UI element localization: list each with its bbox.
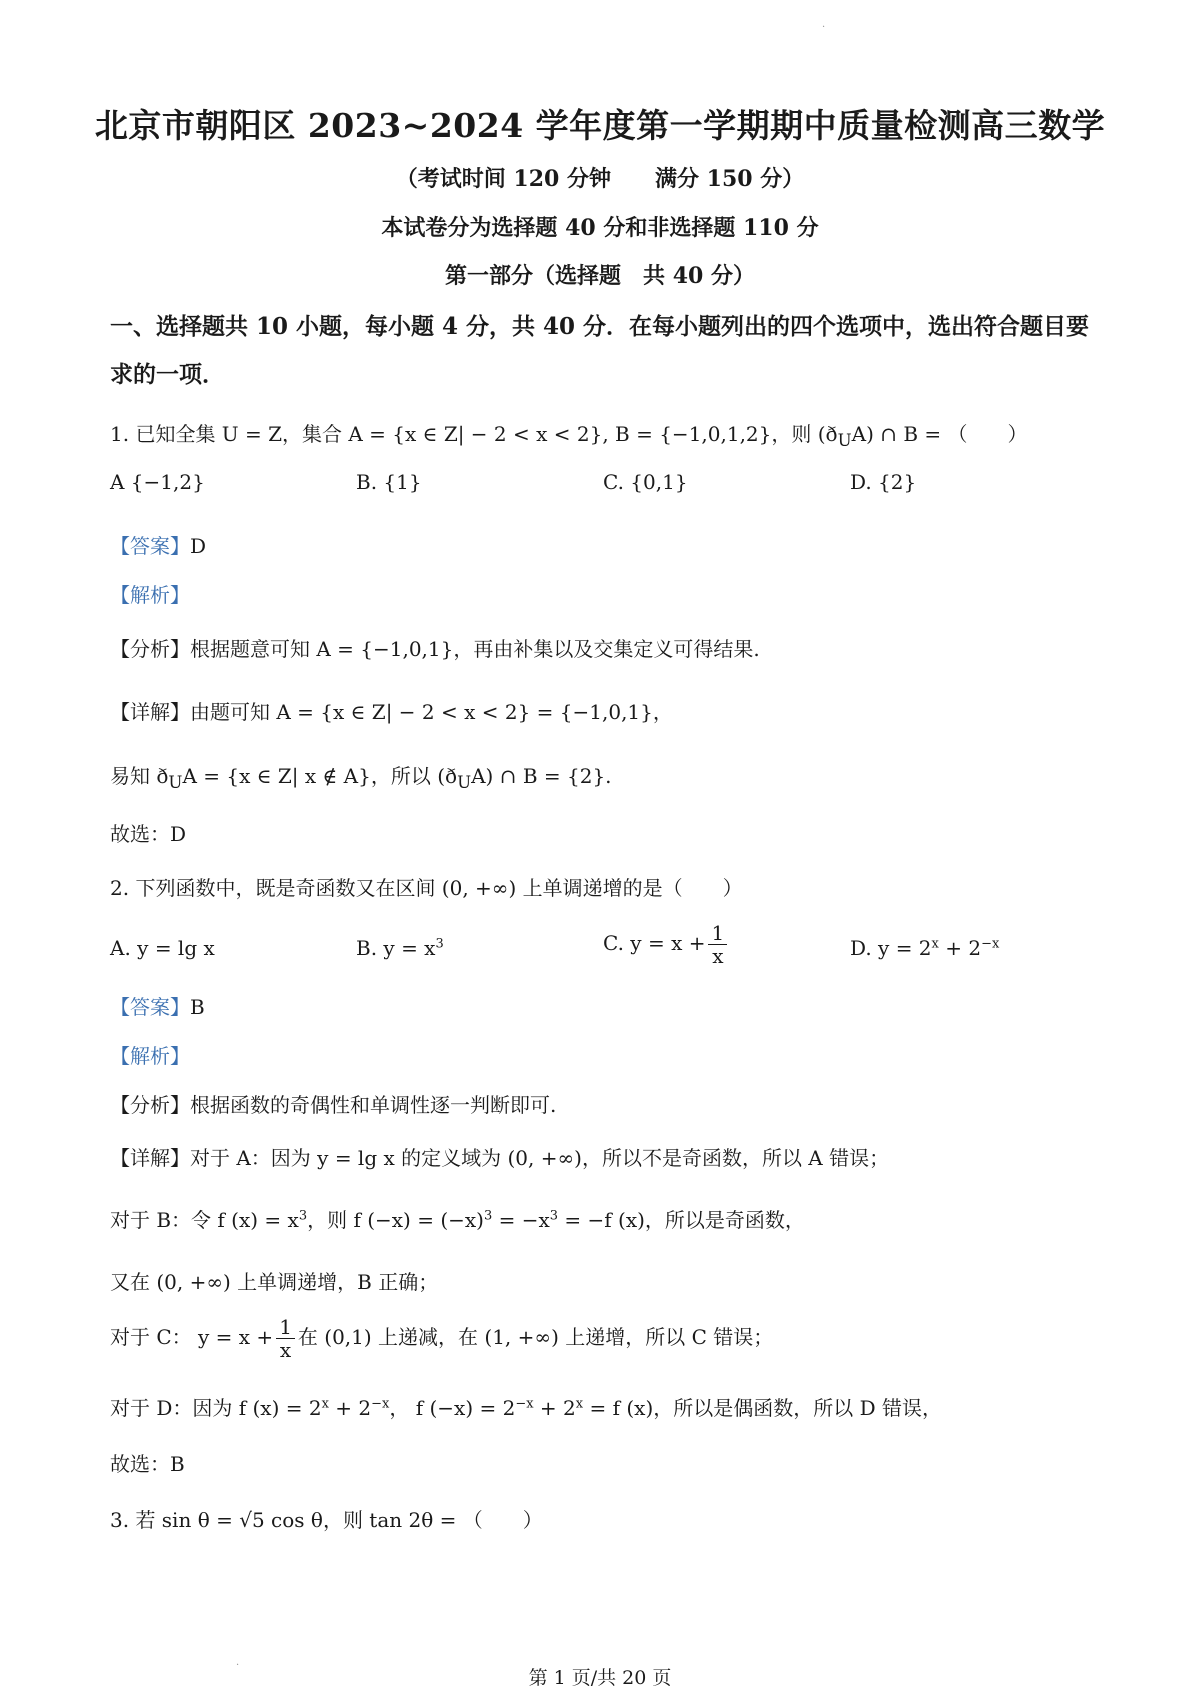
- q1-choose: 故选：D: [110, 822, 187, 846]
- q3-stem: 3. 若 sin θ = √5 cos θ，则 tan 2θ = （ ）: [110, 1508, 543, 1532]
- q2-option-b: B. $y = x^3$: [356, 936, 444, 960]
- q2-option-d: D. $y = 2^x + 2^{-x}$: [850, 936, 1000, 960]
- q1-answer: 【答案】D: [110, 534, 207, 558]
- page-number: 第 1 页/共 20 页: [528, 1667, 672, 1689]
- q1-step2: 易知 $ð_UA = \{x$ ∈ Z| x ∉ A}，所以 $(ð_UA)$ ∩ B = {2}.: [110, 764, 612, 792]
- q2-case-b-cont: 又在 (0, +∞) 上单调递增，B 正确；: [110, 1270, 439, 1294]
- q1-xiangjie: 【详解】由题可知 A = {x ∈ Z| − 2 < x < 2} = {−1,0,1}，: [110, 700, 673, 724]
- exam-info: （考试时间 120 分钟 满分 150 分）: [395, 166, 805, 192]
- q2-option-a: A. y = lg x: [110, 936, 215, 960]
- q1-option-b: B. {1}: [356, 470, 422, 494]
- q2-case-b: 对于 B：令 f $(x) = x^3$，则 f $(-x) = (-x)^3 = -x^3 = -f$ (x)，所以是奇函数，: [110, 1208, 805, 1232]
- q2-option-c: C. y = x + $\frac{1}{x}$: [603, 922, 730, 967]
- q1-option-a: A {−1,2}: [110, 470, 205, 494]
- q1-option-d: D. {2}: [850, 470, 917, 494]
- q2-stem: 2. 下列函数中，既是奇函数又在区间 (0, +∞) 上单调递增的是（ ）: [110, 876, 743, 900]
- q1-option-c: C. {0,1}: [603, 470, 688, 494]
- section-instructions-line1: 一、选择题共 10 小题，每小题 4 分，共 40 分．在每小题列出的四个选项中，选出符合题目要: [110, 313, 1090, 340]
- q2-answer: 【答案】B: [110, 995, 205, 1019]
- scan-dot: ·: [236, 1660, 240, 1671]
- q2-fenxi: 【分析】根据函数的奇偶性和单调性逐一判断即可.: [110, 1093, 557, 1117]
- q2-choose: 故选：B: [110, 1452, 185, 1476]
- section-instructions-line2: 求的一项．: [110, 361, 225, 388]
- q1-analysis-label: 【解析】: [110, 583, 190, 607]
- scan-dot: ·: [822, 22, 826, 33]
- fraction: $\frac{1}{x}$: [276, 1316, 295, 1361]
- page-title: 北京市朝阳区 2023~2024 学年度第一学期期中质量检测高三数学: [94, 106, 1106, 145]
- q2-xiangjie: 【详解】对于 A：因为 y = lg x 的定义域为 (0, +∞)，所以不是奇函数，所以 A 错误；: [110, 1146, 890, 1170]
- q2-analysis-label: 【解析】: [110, 1044, 190, 1068]
- q1-stem: 1. 已知全集 U = Z，集合 A = {x ∈ Z| − 2 < x < 2}, B = {−1,0,1,2}，则 $(ð_UA)$ ∩ B = （ ）: [110, 422, 1028, 450]
- fraction: $\frac{1}{x}$: [708, 922, 727, 967]
- part1-heading: 第一部分（选择题 共 40 分）: [445, 263, 755, 289]
- score-split: 本试卷分为选择题 40 分和非选择题 110 分: [381, 215, 819, 241]
- q2-case-d: 对于 D：因为 f $(x) = 2^x + 2^{-x}$， f $(-x) = 2^{-x} + 2^x = f$ (x)，所以是偶函数，所以 D 错误，: [110, 1396, 942, 1420]
- q1-fenxi: 【分析】根据题意可知 A = {−1,0,1}，再由补集以及交集定义可得结果.: [110, 637, 760, 661]
- q2-case-c: 对于 C： y = x + $\frac{1}{x}$ 在 (0,1) 上递减，在 (1, +∞) 上递增，所以 C 错误；: [110, 1315, 774, 1362]
